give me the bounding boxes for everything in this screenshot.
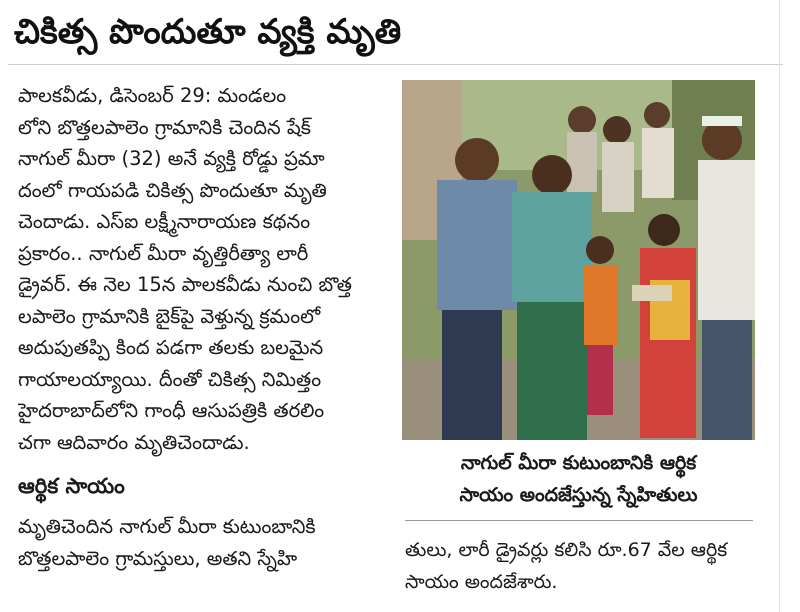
article-line: లపాలెం గ్రామానికి బైక్‌పై వెళ్తున్న క్రమంలో [18, 304, 321, 328]
article-line: హైదరాబాద్‌లోని గాంధీ ఆసుపత్రికి తరలిం [18, 399, 325, 422]
article-line: అదుపుతప్పి కింద పడగా తలకు బలమైన [18, 336, 324, 359]
article-body-left [18, 80, 384, 574]
column-rule [779, 0, 780, 612]
article-line: మృతిచెందిన నాగుల్ మీరా కుటుంబానికి [18, 515, 316, 538]
article-line: డ్రైవర్. ఈ నెల 15న పాలకవీడు నుంచి బొత్త [18, 273, 352, 296]
news-photo [402, 80, 755, 440]
photo-caption [402, 447, 755, 511]
article-line: ప్రకారం.. నాగుల్ మీరా వృత్తిరీత్యా లారీ [18, 241, 309, 265]
headline-rule [8, 64, 783, 65]
article-body-right [405, 535, 765, 598]
article-line: సాయం అందజేశారు. [405, 570, 558, 593]
article-line: తులు, లారీ డ్రైవర్లు కలిసి రూ.67 వేల ఆర్థిక [405, 539, 728, 561]
article-line: చగా ఆదివారం మృతిచెందాడు. [18, 430, 250, 454]
subheading: ఆర్థిక సాయం [18, 474, 125, 498]
headline: చికిత్స పొందుతూ వ్యక్తి మృతి [14, 12, 402, 52]
article-line: బొత్తలపాలెం గ్రామస్తులు, అతని స్నేహి [18, 546, 298, 570]
caption-line: నాగుల్ మీరా కుటుంబానికి ఆర్థిక [460, 452, 697, 474]
article-line: నాగుల్ మీరా (32) అనే వ్యక్తి రోడ్డు ప్రమా [18, 147, 325, 170]
article-line: లోని బొత్తలపాలెం గ్రామానికి చెందిన షేక్ [18, 115, 311, 139]
article-line: పాలకవీడు, డిసెంబర్ 29: మండలం [18, 84, 287, 107]
article-line: గాయాలయ్యాయి. దీంతో చికిత్స నిమిత్తం [18, 367, 322, 391]
caption-rule [405, 520, 753, 521]
caption-line: సాయం అందజేస్తున్న స్నేహితులు [459, 484, 698, 506]
article-line: చెందాడు. ఎస్ఐ లక్ష్మీనారాయణ కథనం [18, 210, 311, 233]
article-line: దంలో గాయపడి చికిత్స పొందుతూ మృతి [18, 178, 327, 202]
